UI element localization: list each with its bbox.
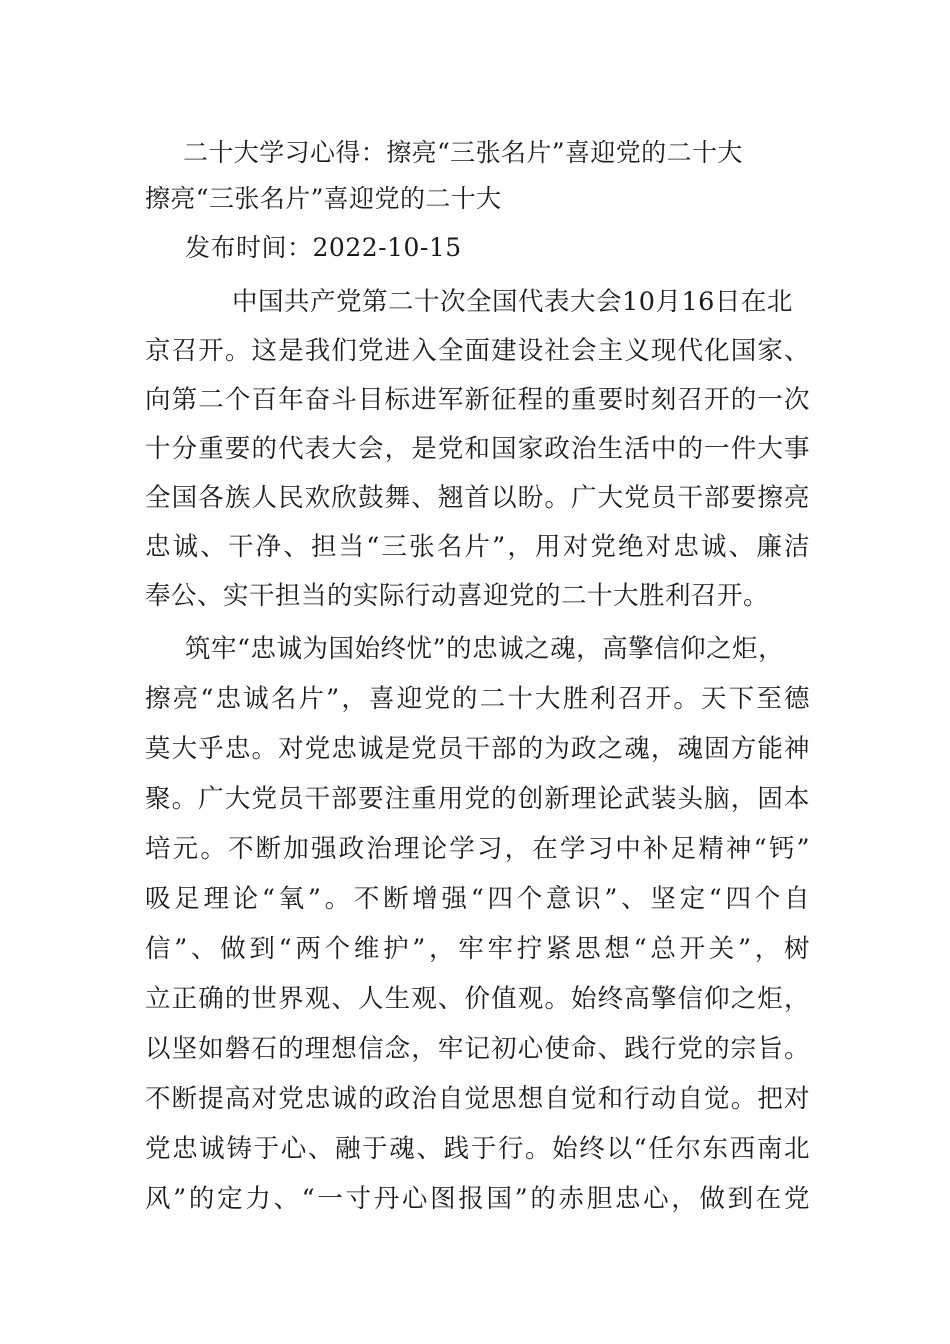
- paragraph-line: 忠诚、干净、担当“三张名片”，用对党绝对忠诚、廉洁: [145, 532, 810, 562]
- paragraph-line: 筑牢“忠诚为国始终忧”的忠诚之魂，高擎信仰之炬，: [185, 634, 785, 664]
- paragraph-line: 以坚如磐石的理想信念，牢记初心使命、践行党的宗旨。: [145, 1034, 810, 1064]
- paragraph-line: 党忠诚铸于心、融于魂、践于行。始终以“任尔东西南北: [145, 1134, 810, 1164]
- paragraph-line: 全国各族人民欢欣鼓舞、翘首以盼。广大党员干部要擦亮: [145, 483, 810, 513]
- paragraph-line: 奉公、实干担当的实际行动喜迎党的二十大胜利召开。: [145, 581, 770, 611]
- publish-date: 2022-10-15: [312, 233, 462, 262]
- paragraph-line: 风”的定力、“一寸丹心图报国”的赤胆忠心，做到在党: [145, 1184, 810, 1214]
- publish-info: [185, 233, 850, 263]
- paragraph-line: 立正确的世界观、人生观、价值观。始终高擎信仰之炬，: [145, 984, 810, 1014]
- paragraph-line: 十分重要的代表大会，是党和国家政治生活中的一件大事: [145, 434, 810, 464]
- paragraph-line: 信”、做到“两个维护”，牢牢拧紧思想“总开关”，树: [145, 934, 810, 964]
- paragraph-line: 不断提高对党忠诚的政治自觉思想自觉和行动自觉。把对: [145, 1084, 810, 1114]
- document-subtitle: 擦亮“三张名片”喜迎党的二十大: [145, 184, 502, 213]
- paragraph-line: 培元。不断加强政治理论学习，在学习中补足精神“钙”: [145, 834, 810, 864]
- document-title: 二十大学习心得：擦亮“三张名片”喜迎党的二十大: [183, 138, 743, 167]
- paragraph-line: 中国共产党第二十次全国代表大会10月16日在北: [232, 287, 793, 317]
- publish-label: 发布时间：: [185, 233, 313, 262]
- paragraph-line: 擦亮“忠诚名片”，喜迎党的二十大胜利召开。天下至德: [145, 684, 810, 714]
- paragraph-line: 吸足理论“氧”。不断增强“四个意识”、坚定“四个自: [145, 884, 810, 914]
- paragraph-line: 京召开。这是我们党进入全面建设社会主义现代化国家、: [145, 336, 810, 366]
- paragraph-line: 聚。广大党员干部要注重用党的创新理论武装头脑，固本: [145, 784, 810, 814]
- paragraph-line: 莫大乎忠。对党忠诚是党员干部的为政之魂，魂固方能神: [145, 734, 810, 764]
- paragraph-line: 向第二个百年奋斗目标进军新征程的重要时刻召开的一次: [145, 385, 810, 415]
